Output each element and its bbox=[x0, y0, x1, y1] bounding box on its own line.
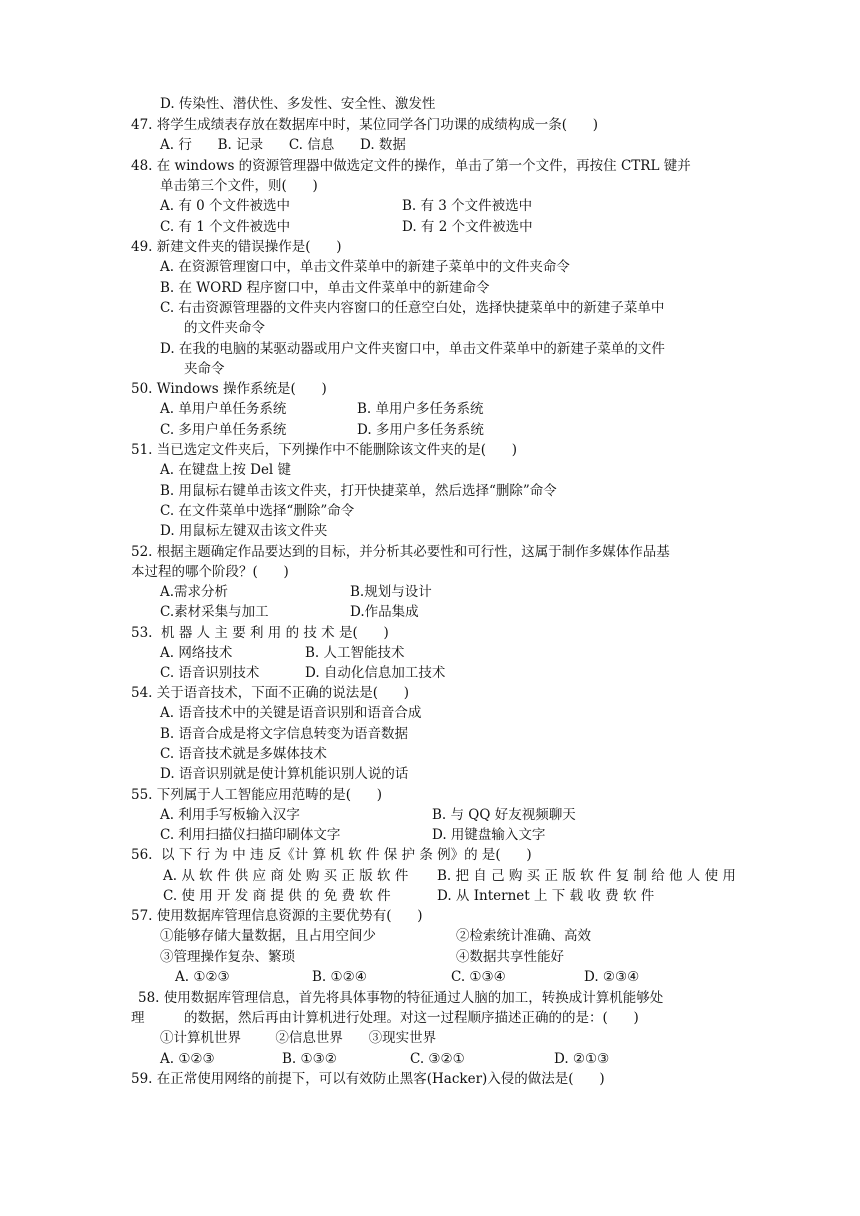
text-line: B. 语音合成是将文字信息转变为语音数据 bbox=[160, 726, 409, 742]
text-line: D. 自动化信息加工技术 bbox=[305, 665, 446, 681]
text-line: C. 语音识别技术 bbox=[160, 665, 260, 681]
text-line: B.规划与设计 bbox=[350, 584, 432, 600]
text-line: 理 bbox=[131, 1010, 145, 1026]
text-line: D. 用键盘输入文字 bbox=[432, 827, 546, 843]
text-line: C. ①③④ bbox=[451, 969, 506, 985]
text-line: D. ②①③ bbox=[554, 1051, 610, 1067]
text-line: B. ①②④ bbox=[312, 969, 367, 985]
text-line: 的数据，然后再由计算机进行处理。对这一过程顺序描述正确的的是：( ) bbox=[184, 1010, 639, 1026]
text-line: B. 用鼠标右键单击该文件夹，打开快捷菜单，然后选择“删除”命令 bbox=[160, 483, 557, 499]
text-line: D. 多用户多任务系统 bbox=[357, 422, 484, 438]
text-line: C. 右击资源管理器的文件夹内容窗口的任意空白处，选择快捷菜单中的新建子菜单中 bbox=[160, 300, 665, 316]
text-line: A.需求分析 bbox=[160, 584, 229, 600]
text-line: C.素材采集与加工 bbox=[160, 604, 269, 620]
text-line: 夹命令 bbox=[184, 361, 225, 377]
text-line: 48. 在 windows 的资源管理器中做选定文件的操作，单击了第一个文件，再按住 CTRL 键并 bbox=[131, 158, 691, 174]
text-line: D. 在我的电脑的某驱动器或用户文件夹窗口中，单击文件菜单中的新建子菜单的文件 bbox=[160, 341, 665, 357]
text-line: ③管理操作复杂、繁琐 bbox=[160, 949, 295, 965]
text-line: A. ①②③ bbox=[160, 1051, 215, 1067]
text-line: A. 在资源管理窗口中，单击文件菜单中的新建子菜单中的文件夹命令 bbox=[160, 259, 570, 275]
text-line: C. 在文件菜单中选择“删除”命令 bbox=[160, 503, 355, 519]
text-line: 49. 新建文件夹的错误操作是( ) bbox=[131, 239, 342, 255]
text-line: 56. 以 下 行 为 中 违 反《计 算 机 软 件 保 护 条 例》的 是( ) bbox=[131, 847, 532, 863]
text-line: 59. 在正常使用网络的前提下，可以有效防止黑客(Hacker)入侵的做法是( ) bbox=[131, 1071, 605, 1087]
text-line: C. 有 1 个文件被选中 bbox=[160, 219, 291, 235]
text-line: A. 在键盘上按 Del 键 bbox=[160, 462, 292, 478]
text-line: 51. 当已选定文件夹后，下列操作中不能删除该文件夹的是( ) bbox=[131, 442, 518, 458]
text-line: 52. 根据主题确定作品要达到的目标，并分析其必要性和可行性，这属于制作多媒体作品基 bbox=[131, 544, 670, 560]
text-line: A. 从 软 件 供 应 商 处 购 买 正 版 软 件 bbox=[163, 868, 409, 884]
text-line: A. 单用户单任务系统 bbox=[160, 401, 287, 417]
text-line: ①能够存储大量数据，且占用空间少 bbox=[160, 928, 376, 944]
text-line: C. 语音技术就是多媒体技术 bbox=[160, 746, 327, 762]
text-line: B. 人工智能技术 bbox=[305, 645, 405, 661]
text-line: 50. Windows 操作系统是( ) bbox=[131, 381, 327, 397]
text-line: B. 把 自 己 购 买 正 版 软 件 复 制 给 他 人 使 用 bbox=[437, 868, 736, 884]
text-line: A. 行 B. 记录 C. 信息 D. 数据 bbox=[160, 137, 406, 153]
text-line: D. 用鼠标左键双击该文件夹 bbox=[160, 523, 328, 539]
text-line: A. 语音技术中的关键是语音识别和语音合成 bbox=[160, 705, 422, 721]
text-line: C. 利用扫描仪扫描印刷体文字 bbox=[160, 827, 341, 843]
text-line: C. 多用户单任务系统 bbox=[160, 422, 287, 438]
text-line: B. 与 QQ 好友视频聊天 bbox=[432, 807, 576, 823]
text-line: B. 有 3 个文件被选中 bbox=[402, 198, 533, 214]
text-line: D. 从 Internet 上 下 载 收 费 软 件 bbox=[437, 888, 655, 904]
text-line: D. ②③④ bbox=[584, 969, 640, 985]
text-line: 57. 使用数据库管理信息资源的主要优势有( ) bbox=[131, 908, 423, 924]
text-line: 单击第三个文件，则( ) bbox=[160, 178, 318, 194]
text-line: D.作品集成 bbox=[350, 604, 419, 620]
text-line: C. 使 用 开 发 商 提 供 的 免 费 软 件 bbox=[163, 888, 391, 904]
text-line: A. 有 0 个文件被选中 bbox=[160, 198, 291, 214]
text-line: A. 网络技术 bbox=[160, 645, 233, 661]
text-line: 54. 关于语音技术，下面不正确的说法是( ) bbox=[131, 685, 410, 701]
text-line: A. 利用手写板输入汉字 bbox=[160, 807, 300, 823]
text-line: B. ①③② bbox=[282, 1051, 337, 1067]
text-line: 58. 使用数据库管理信息，首先将具体事物的特征通过人脑的加工，转换成计算机能够处 bbox=[138, 990, 664, 1006]
text-line: D. 传染性、潜伏性、多发性、安全性、激发性 bbox=[160, 96, 436, 112]
text-line: 的文件夹命令 bbox=[184, 320, 265, 336]
text-line: ①计算机世界 ②信息世界 ③现实世界 bbox=[160, 1030, 437, 1046]
text-line: 55. 下列属于人工智能应用范畴的是( ) bbox=[131, 787, 383, 803]
text-line: A. ①②③ bbox=[175, 969, 230, 985]
text-line: 53. 机 器 人 主 要 利 用 的 技 术 是( ) bbox=[131, 625, 389, 641]
text-line: ②检索统计准确、高效 bbox=[456, 928, 591, 944]
text-line: C. ③②① bbox=[410, 1051, 465, 1067]
text-line: ④数据共享性能好 bbox=[456, 949, 564, 965]
text-line: B. 在 WORD 程序窗口中，单击文件菜单中的新建命令 bbox=[160, 280, 490, 296]
text-line: 47. 将学生成绩表存放在数据库中时，某位同学各门功课的成绩构成一条( ) bbox=[131, 117, 599, 133]
text-line: D. 语音识别就是使计算机能识别人说的话 bbox=[160, 766, 409, 782]
text-line: B. 单用户多任务系统 bbox=[357, 401, 484, 417]
text-line: D. 有 2 个文件被选中 bbox=[402, 219, 533, 235]
text-line: 本过程的哪个阶段？( ) bbox=[131, 564, 289, 580]
